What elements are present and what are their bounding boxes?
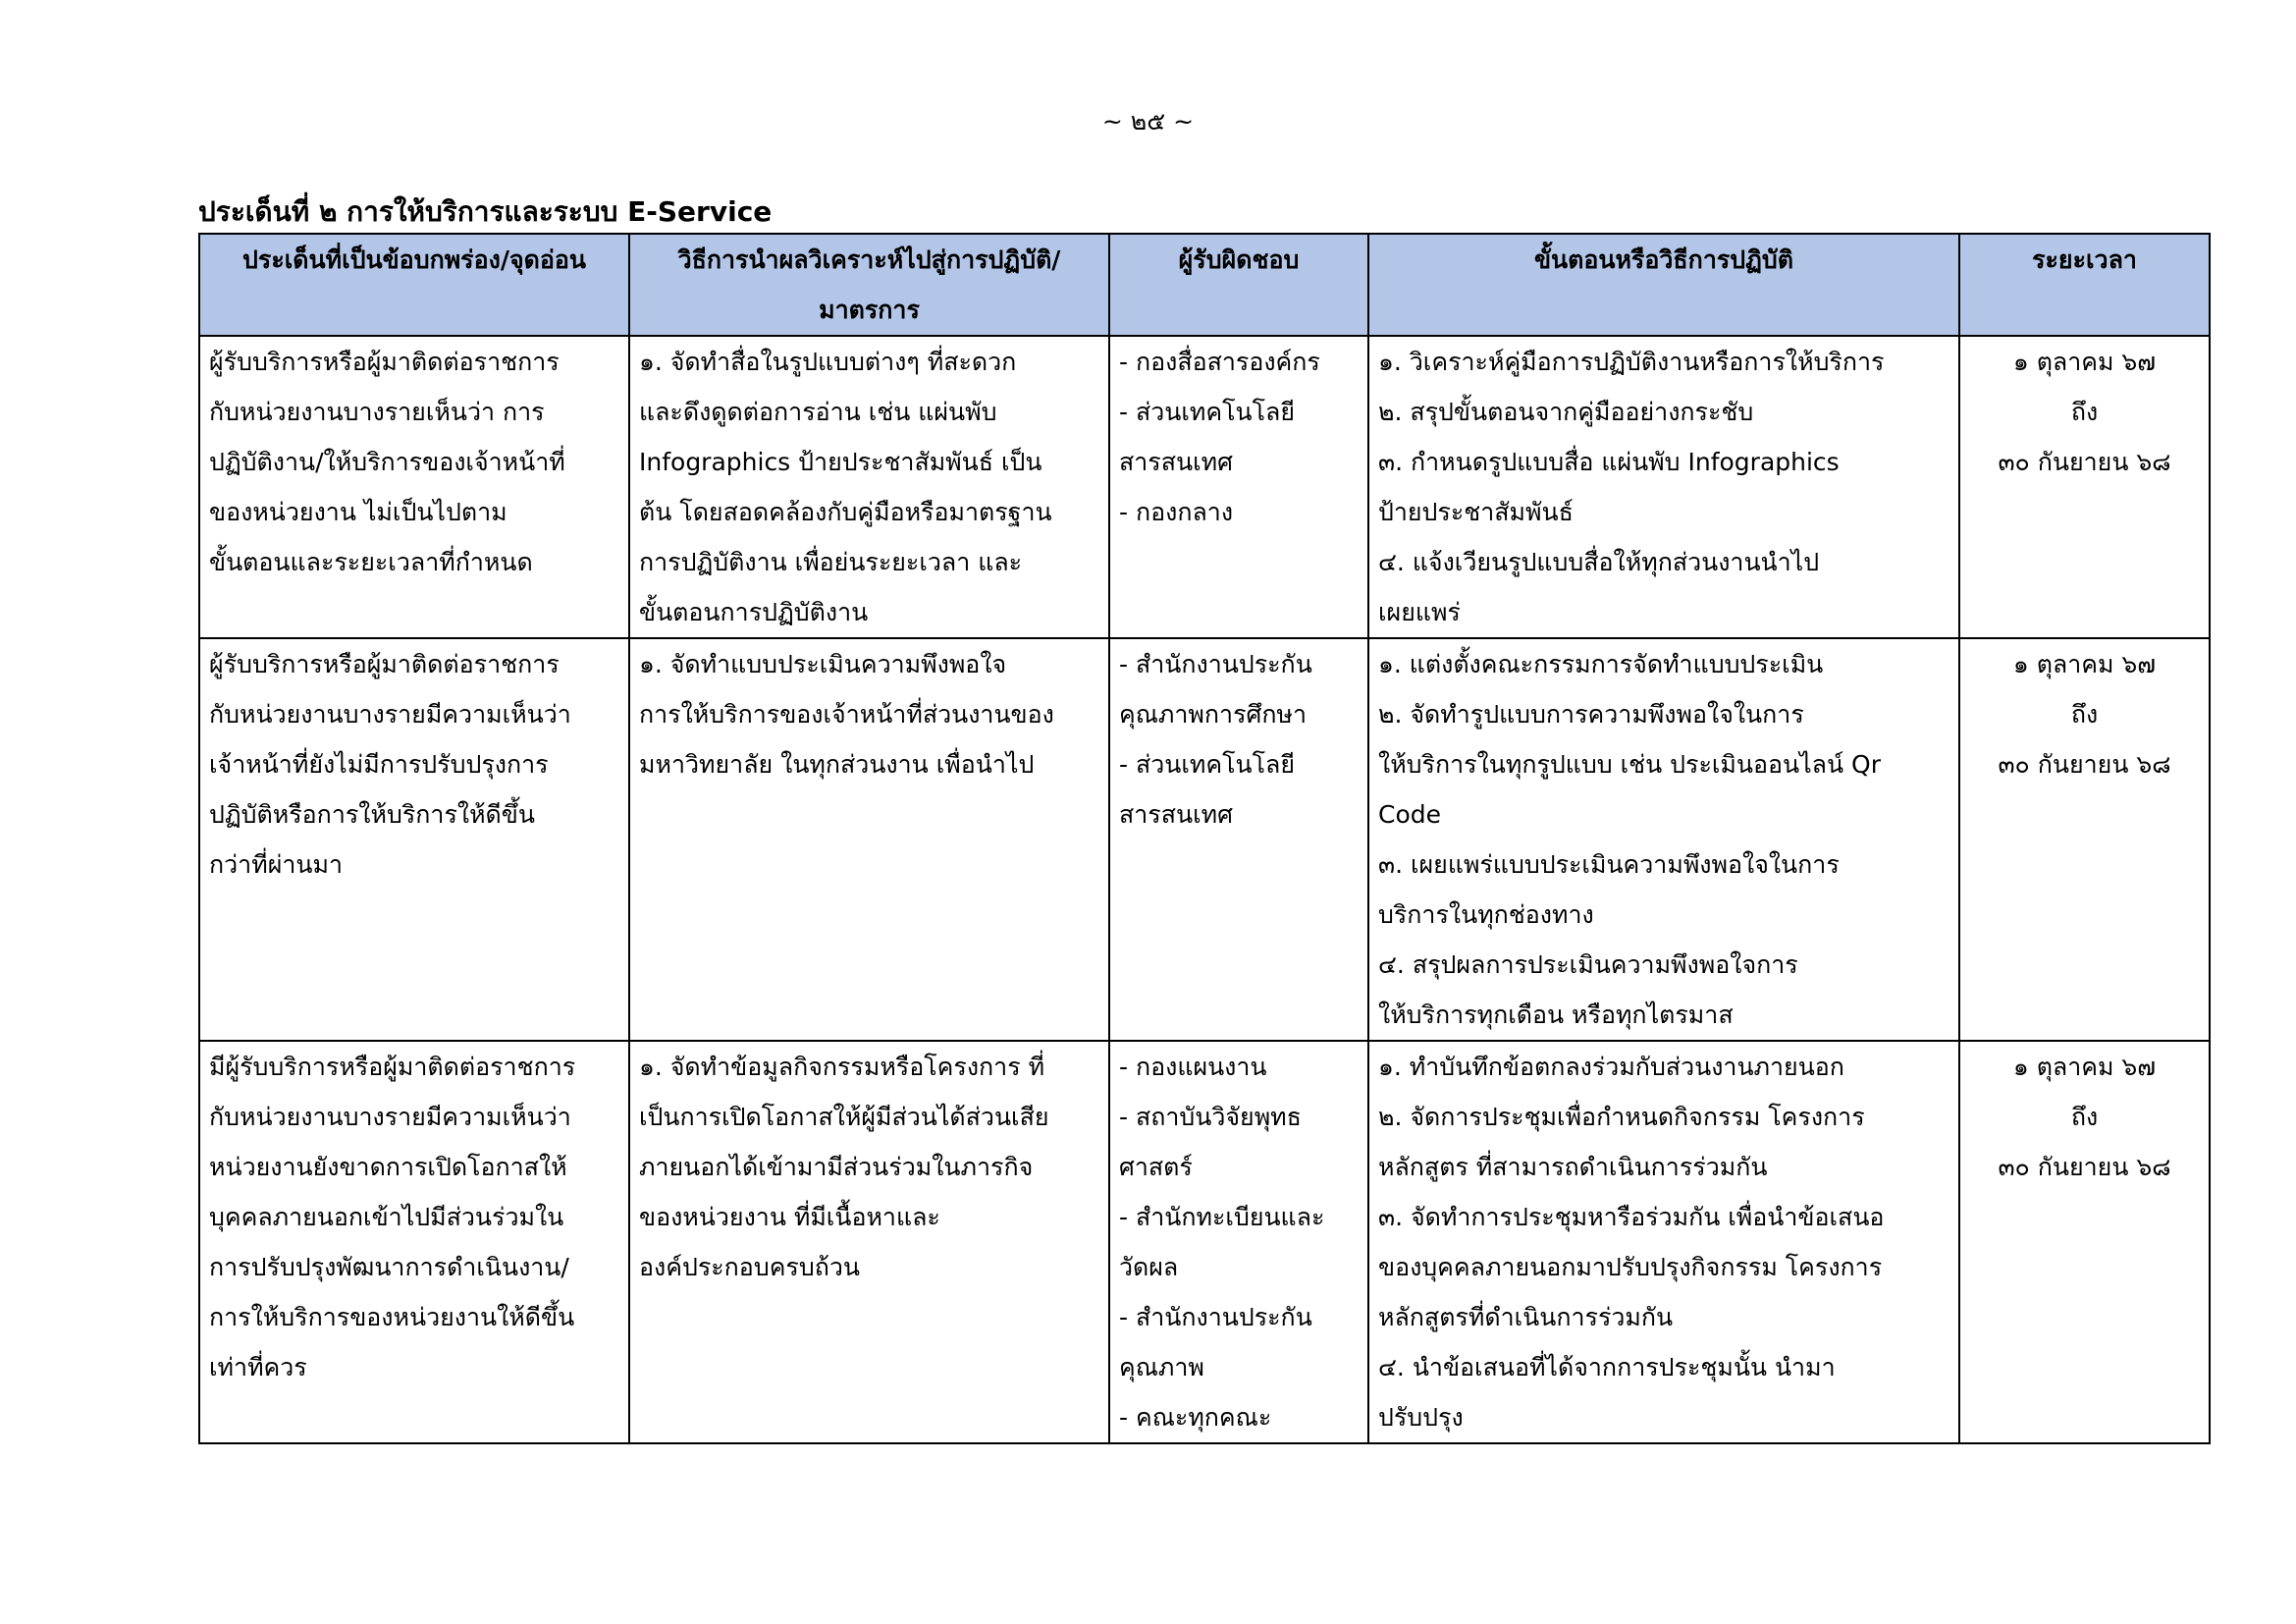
measure-cell (629, 1041, 1109, 1443)
cell-line: มหาวิทยาลัย ในทุกส่วนงาน เพื่อนำไป (639, 750, 1035, 779)
header-line: ระยะเวลา (2032, 245, 2137, 274)
cell-line: - สำนักทะเบียนและ (1119, 1203, 1325, 1231)
header-line: วิธีการนำผลวิเคราะห์ไปสู่การปฏิบัติ/ (677, 245, 1061, 274)
cell-line: ๑ ตุลาคม ๖๗ (2012, 1053, 2157, 1081)
cell-line: ๑. วิเคราะห์คู่มือการปฏิบัติงานหรือการให้บริการ (1378, 348, 1885, 376)
cell-line: ปรับปรุง (1378, 1403, 1464, 1432)
cell-line: - สถาบันวิจัยพุทธ (1119, 1103, 1302, 1131)
cell-line: ๔. แจ้งเวียนรูปแบบสื่อให้ทุกส่วนงานนำไป (1378, 548, 1820, 576)
table-header-row (199, 234, 2210, 336)
cell-line: การปรับปรุงพัฒนาการดำเนินงาน/ (209, 1253, 569, 1281)
cell-line: ๑. จัดทำสื่อในรูปแบบต่างๆ ที่สะดวก (639, 348, 1017, 376)
cell-line: ๒. จัดการประชุมเพื่อกำหนดกิจกรรม โครงการ (1378, 1103, 1865, 1131)
action-plan-table (198, 233, 2211, 1444)
cell-line: มีผู้รับบริการหรือผู้มาติดต่อราชการ (209, 1053, 576, 1081)
cell-line: สารสนเทศ (1119, 448, 1233, 476)
cell-line: ผู้รับบริการหรือผู้มาติดต่อราชการ (209, 650, 560, 678)
header-steps (1368, 234, 1959, 336)
cell-line: เป็นการเปิดโอกาสให้ผู้มีส่วนได้ส่วนเสีย (639, 1103, 1049, 1131)
cell-line: ขั้นตอนการปฏิบัติงาน (639, 598, 869, 626)
table-row (199, 638, 2210, 1041)
cell-line: ภายนอกได้เข้ามามีส่วนร่วมในภารกิจ (639, 1153, 1034, 1181)
cell-line: ๔. นำข้อเสนอที่ได้จากการประชุมนั้น นำมา (1378, 1353, 1836, 1381)
cell-line: การให้บริการของเจ้าหน้าที่ส่วนงานของ (639, 700, 1054, 729)
measure-cell (629, 638, 1109, 1041)
cell-line: หน่วยงานยังขาดการเปิดโอกาสให้ (209, 1153, 567, 1181)
header-line: ผู้รับผิดชอบ (1178, 245, 1300, 274)
cell-line: ๓๐ กันยายน ๖๘ (1998, 750, 2171, 779)
responsible-cell (1109, 1041, 1368, 1443)
issue-cell (199, 638, 629, 1041)
cell-line: - สำนักงานประกัน (1119, 1303, 1312, 1331)
cell-line: ๔. สรุปผลการประเมินความพึงพอใจการ (1378, 950, 1798, 979)
cell-line: ๑. แต่งตั้งคณะกรรมการจัดทำแบบประเมิน (1378, 650, 1824, 678)
cell-line: ของหน่วยงาน ที่มีเนื้อหาและ (639, 1203, 940, 1231)
measure-cell (629, 336, 1109, 638)
header-line: มาตรการ (819, 296, 920, 324)
cell-line: ให้บริการทุกเดือน หรือทุกไตรมาส (1378, 1001, 1734, 1029)
cell-line: ๑ ตุลาคม ๖๗ (2012, 650, 2157, 678)
cell-line: ๓. จัดทำการประชุมหารือร่วมกัน เพื่อนำข้อเสนอ (1378, 1203, 1885, 1231)
cell-line: ๓. เผยแพร่แบบประเมินความพึงพอใจในการ (1378, 850, 1840, 879)
cell-line: การให้บริการของหน่วยงานให้ดีขึ้น (209, 1303, 575, 1331)
cell-line: - คณะทุกคณะ (1119, 1403, 1272, 1432)
section-heading: ประเด็นที่ ๒ การให้บริการและระบบ E-Service (198, 195, 773, 228)
cell-line: ปฏิบัติหรือการให้บริการให้ดีขึ้น (209, 800, 535, 829)
cell-line: หลักสูตร ที่สามารถดำเนินการร่วมกัน (1378, 1153, 1768, 1181)
header-line: ประเด็นที่เป็นข้อบกพร่อง/จุดอ่อน (242, 245, 586, 274)
cell-line: ๒. จัดทำรูปแบบการความพึงพอใจในการ (1378, 700, 1804, 729)
cell-line: ของหน่วยงาน ไม่เป็นไปตาม (209, 498, 507, 526)
cell-line: ๑ ตุลาคม ๖๗ (2012, 348, 2157, 376)
cell-line: ปฏิบัติงาน/ให้บริการของเจ้าหน้าที่ (209, 448, 565, 476)
responsible-cell (1109, 336, 1368, 638)
cell-line: ถึง (2070, 700, 2099, 729)
cell-line: ถึง (2070, 398, 2099, 426)
page-number: ~ ๒๕ ~ (1101, 107, 1195, 135)
cell-line: ๒. สรุปขั้นตอนจากคู่มืออย่างกระชับ (1378, 398, 1754, 426)
cell-line: กว่าที่ผ่านมา (209, 850, 343, 879)
cell-line: ๑. ทำบันทึกข้อตกลงร่วมกับส่วนงานภายนอก (1378, 1053, 1844, 1081)
cell-line: องค์ประกอบครบถ้วน (639, 1253, 860, 1281)
cell-line: - ส่วนเทคโนโลยี (1119, 398, 1296, 426)
cell-line: ถึง (2070, 1103, 2099, 1131)
cell-line: - กองแผนงาน (1119, 1053, 1267, 1081)
cell-line: หลักสูตรที่ดำเนินการร่วมกัน (1378, 1303, 1674, 1331)
header-responsible (1109, 234, 1368, 336)
cell-line: คุณภาพ (1119, 1353, 1204, 1381)
header-measure (629, 234, 1109, 336)
cell-line: วัดผล (1119, 1253, 1179, 1281)
table-row (199, 336, 2210, 638)
cell-line: ๓. กำหนดรูปแบบสื่อ แผ่นพับ Infographics (1378, 448, 1840, 476)
cell-line: ๑. จัดทำข้อมูลกิจกรรมหรือโครงการ ที่ (639, 1053, 1045, 1081)
cell-line: ต้น โดยสอดคล้องกับคู่มือหรือมาตรฐาน (639, 498, 1052, 526)
cell-line: ขั้นตอนและระยะเวลาที่กำหนด (209, 548, 533, 576)
cell-line: บุคคลภายนอกเข้าไปมีส่วนร่วมใน (209, 1203, 564, 1231)
header-line: ขั้นตอนหรือวิธีการปฏิบัติ (1533, 245, 1794, 274)
steps-cell (1368, 1041, 1959, 1443)
cell-line: คุณภาพการศึกษา (1119, 700, 1308, 729)
cell-line: กับหน่วยงานบางรายมีความเห็นว่า (209, 700, 571, 729)
cell-line: - สำนักงานประกัน (1119, 650, 1312, 678)
cell-line: ป้ายประชาสัมพันธ์ (1378, 498, 1574, 526)
period-cell (1959, 336, 2210, 638)
cell-line: - กองสื่อสารองค์กร (1119, 348, 1320, 376)
cell-line: บริการในทุกช่องทาง (1378, 900, 1594, 929)
cell-line: - กองกลาง (1119, 498, 1234, 526)
cell-line: ๑. จัดทำแบบประเมินความพึงพอใจ (639, 650, 1007, 678)
cell-line: เจ้าหน้าที่ยังไม่มีการปรับปรุงการ (209, 750, 549, 779)
steps-cell (1368, 336, 1959, 638)
cell-line: ของบุคคลภายนอกมาปรับปรุงกิจกรรม โครงการ (1378, 1253, 1883, 1281)
cell-line: การปฏิบัติงาน เพื่อย่นระยะเวลา และ (639, 548, 1023, 576)
header-issue (199, 234, 629, 336)
cell-line: ศาสตร์ (1119, 1153, 1193, 1181)
cell-line: ผู้รับบริการหรือผู้มาติดต่อราชการ (209, 348, 560, 376)
cell-line: Code (1378, 800, 1442, 829)
cell-line: - ส่วนเทคโนโลยี (1119, 750, 1296, 779)
cell-line: กับหน่วยงานบางรายเห็นว่า การ (209, 398, 545, 426)
period-cell (1959, 1041, 2210, 1443)
cell-line: เผยแพร่ (1378, 598, 1461, 626)
steps-cell (1368, 638, 1959, 1041)
cell-line: และดึงดูดต่อการอ่าน เช่น แผ่นพับ (639, 398, 997, 426)
cell-line: ให้บริการในทุกรูปแบบ เช่น ประเมินออนไลน์ Qr (1378, 750, 1881, 779)
cell-line: ๓๐ กันยายน ๖๘ (1998, 1153, 2171, 1181)
period-cell (1959, 638, 2210, 1041)
cell-line: ๓๐ กันยายน ๖๘ (1998, 448, 2171, 476)
cell-line: สารสนเทศ (1119, 800, 1233, 829)
header-period (1959, 234, 2210, 336)
cell-line: เท่าที่ควร (209, 1353, 307, 1381)
responsible-cell (1109, 638, 1368, 1041)
issue-cell (199, 336, 629, 638)
cell-line: Infographics ป้ายประชาสัมพันธ์ เป็น (639, 448, 1042, 476)
issue-cell (199, 1041, 629, 1443)
table-row (199, 1041, 2210, 1443)
cell-line: กับหน่วยงานบางรายมีความเห็นว่า (209, 1103, 571, 1131)
